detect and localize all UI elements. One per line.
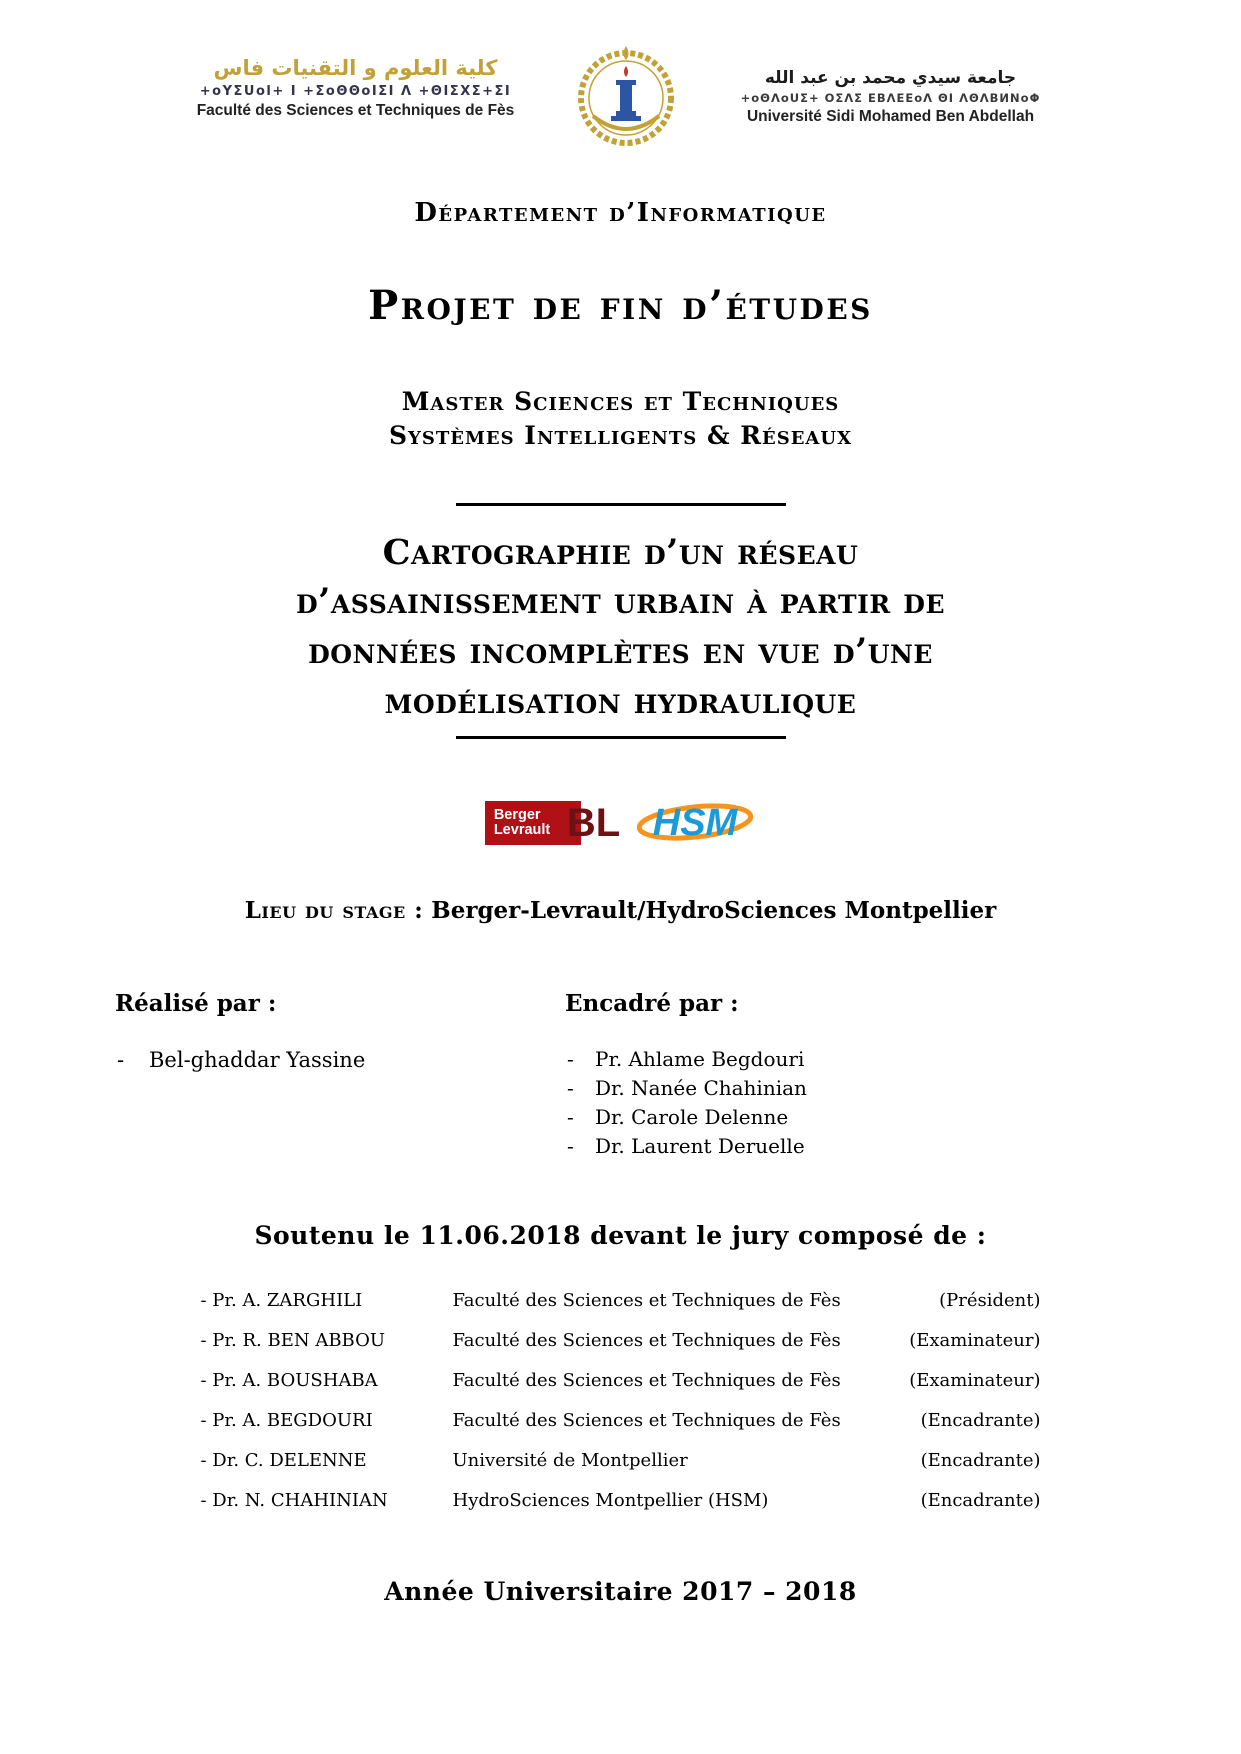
master-program-line2: Systèmes Intelligents & Réseaux	[388, 420, 853, 450]
thesis-title-line1: Cartographie d’un réseau	[382, 531, 859, 573]
jury-member-role: (Président)	[939, 1290, 1041, 1312]
university-emblem-logo	[573, 40, 679, 156]
author-column	[115, 990, 565, 1161]
jury-member-affiliation: Université de Montpellier	[452, 1450, 688, 1472]
supervisors-label: Encadré par :	[565, 990, 739, 1018]
jury-row	[201, 1370, 1041, 1391]
jury-member-affiliation: Faculté des Sciences et Techniques de Fès	[452, 1410, 841, 1432]
university-name-french: Université Sidi Mohamed Ben Abdellah	[746, 108, 1035, 125]
jury-member-role: (Examinateur)	[909, 1370, 1041, 1392]
supervisor-item	[565, 1045, 1111, 1074]
department-heading: Département d’Informatique	[414, 198, 827, 228]
supervisor-name: Pr. Ahlame Begdouri	[595, 1047, 805, 1072]
separator-line-bottom	[456, 736, 786, 739]
hsm-logo-icon	[634, 793, 756, 849]
jury-member-name: - Pr. A. BOUSHABA	[200, 1370, 378, 1392]
author-item	[115, 1045, 565, 1075]
faculty-name-french: Faculté des Sciences et Techniques de Fès	[196, 102, 515, 119]
jury-member-name: - Dr. C. DELENNE	[200, 1450, 367, 1472]
faculty-identity-block	[181, 56, 531, 120]
master-program	[0, 385, 1241, 453]
university-identity-block	[721, 68, 1061, 126]
faculty-name-arabic: كلية العلوم و التقنيات فاس	[213, 56, 498, 80]
jury-row	[201, 1330, 1041, 1351]
jury-member-role: (Encadrante)	[920, 1450, 1041, 1472]
internship-location-label: Lieu du stage :	[244, 897, 424, 925]
separator-line-top	[456, 503, 786, 506]
jury-row	[201, 1450, 1041, 1471]
jury-member-name: - Pr. R. BEN ABBOU	[200, 1330, 386, 1352]
university-name-tifinagh: +oΘΛoUΣ+ OΣΛΣ ΕΒΛΕΕoΛ ΘΙ ΛΘΛΒИΝoΦ	[740, 91, 1041, 105]
academic-year: Année Universitaire 2017 – 2018	[384, 1577, 857, 1607]
jury-member-role: (Encadrante)	[920, 1490, 1041, 1512]
list-dash: -	[567, 1105, 574, 1130]
jury-heading: Soutenu le 11.06.2018 devant le jury composé de :	[254, 1221, 987, 1251]
berger-levrault-monogram: BL	[566, 801, 621, 846]
list-dash: -	[117, 1048, 125, 1073]
supervisor-name: Dr. Nanée Chahinian	[595, 1076, 807, 1101]
supervisor-name: Dr. Laurent Deruelle	[595, 1134, 805, 1159]
thesis-title-line3: données incomplètes en vue d’une	[308, 630, 933, 672]
header	[0, 0, 1241, 156]
university-emblem-icon	[573, 40, 679, 152]
berger-levrault-line2: Levrault	[493, 822, 551, 839]
document-type-title: Projet de fin d’études	[368, 282, 873, 329]
list-dash: -	[567, 1076, 574, 1101]
supervisor-item	[565, 1074, 1111, 1103]
jury-member-affiliation: Faculté des Sciences et Techniques de Fès	[452, 1290, 841, 1312]
author-name: Bel-ghaddar Yassine	[149, 1048, 366, 1073]
jury-member-affiliation: Faculté des Sciences et Techniques de Fès	[452, 1370, 841, 1392]
university-name-arabic: جامعة سيدي محمد بن عبد الله	[764, 68, 1017, 88]
thesis-title-line2: d’assainissement urbain à partir de	[295, 581, 946, 623]
internship-location-value: Berger-Levrault/HydroSciences Montpellier	[423, 897, 997, 925]
author-list	[115, 1045, 565, 1075]
hsm-logo	[634, 793, 756, 853]
credits-section	[0, 990, 1241, 1161]
jury-member-affiliation: Faculté des Sciences et Techniques de Fès	[452, 1330, 841, 1352]
berger-levrault-logo	[485, 801, 620, 845]
jury-row	[201, 1490, 1041, 1511]
jury-member-role: (Encadrante)	[920, 1410, 1041, 1432]
author-label: Réalisé par :	[115, 990, 277, 1018]
partner-logos	[0, 793, 1241, 853]
supervisor-item	[565, 1103, 1111, 1132]
supervisor-item	[565, 1132, 1111, 1161]
jury-member-affiliation: HydroSciences Montpellier (HSM)	[452, 1490, 769, 1512]
berger-levrault-line1: Berger	[493, 806, 541, 823]
list-dash: -	[567, 1134, 574, 1159]
jury-row	[201, 1410, 1041, 1431]
internship-location	[0, 897, 1241, 924]
jury-member-name: - Pr. A. BEGDOURI	[200, 1410, 373, 1432]
hsm-logo-text: HSM	[652, 802, 738, 845]
master-program-line1: Master Sciences et Techniques	[401, 387, 840, 416]
jury-table	[201, 1290, 1041, 1511]
jury-member-name: - Dr. N. CHAHINIAN	[200, 1490, 388, 1512]
supervisors-list	[565, 1045, 1111, 1161]
supervisors-column	[565, 990, 1111, 1161]
faculty-name-tifinagh: +oYΣUol+ I +ΣoΘΘoIΣI Λ +ΘIΣXΣ+ΣI	[199, 84, 512, 99]
list-dash: -	[567, 1047, 574, 1072]
jury-member-role: (Examinateur)	[909, 1330, 1041, 1352]
jury-row	[201, 1290, 1041, 1311]
thesis-title	[0, 528, 1241, 727]
jury-member-name: - Pr. A. ZARGHILI	[200, 1290, 363, 1312]
thesis-title-line4: modélisation hydraulique	[384, 680, 857, 722]
supervisor-name: Dr. Carole Delenne	[595, 1105, 789, 1130]
